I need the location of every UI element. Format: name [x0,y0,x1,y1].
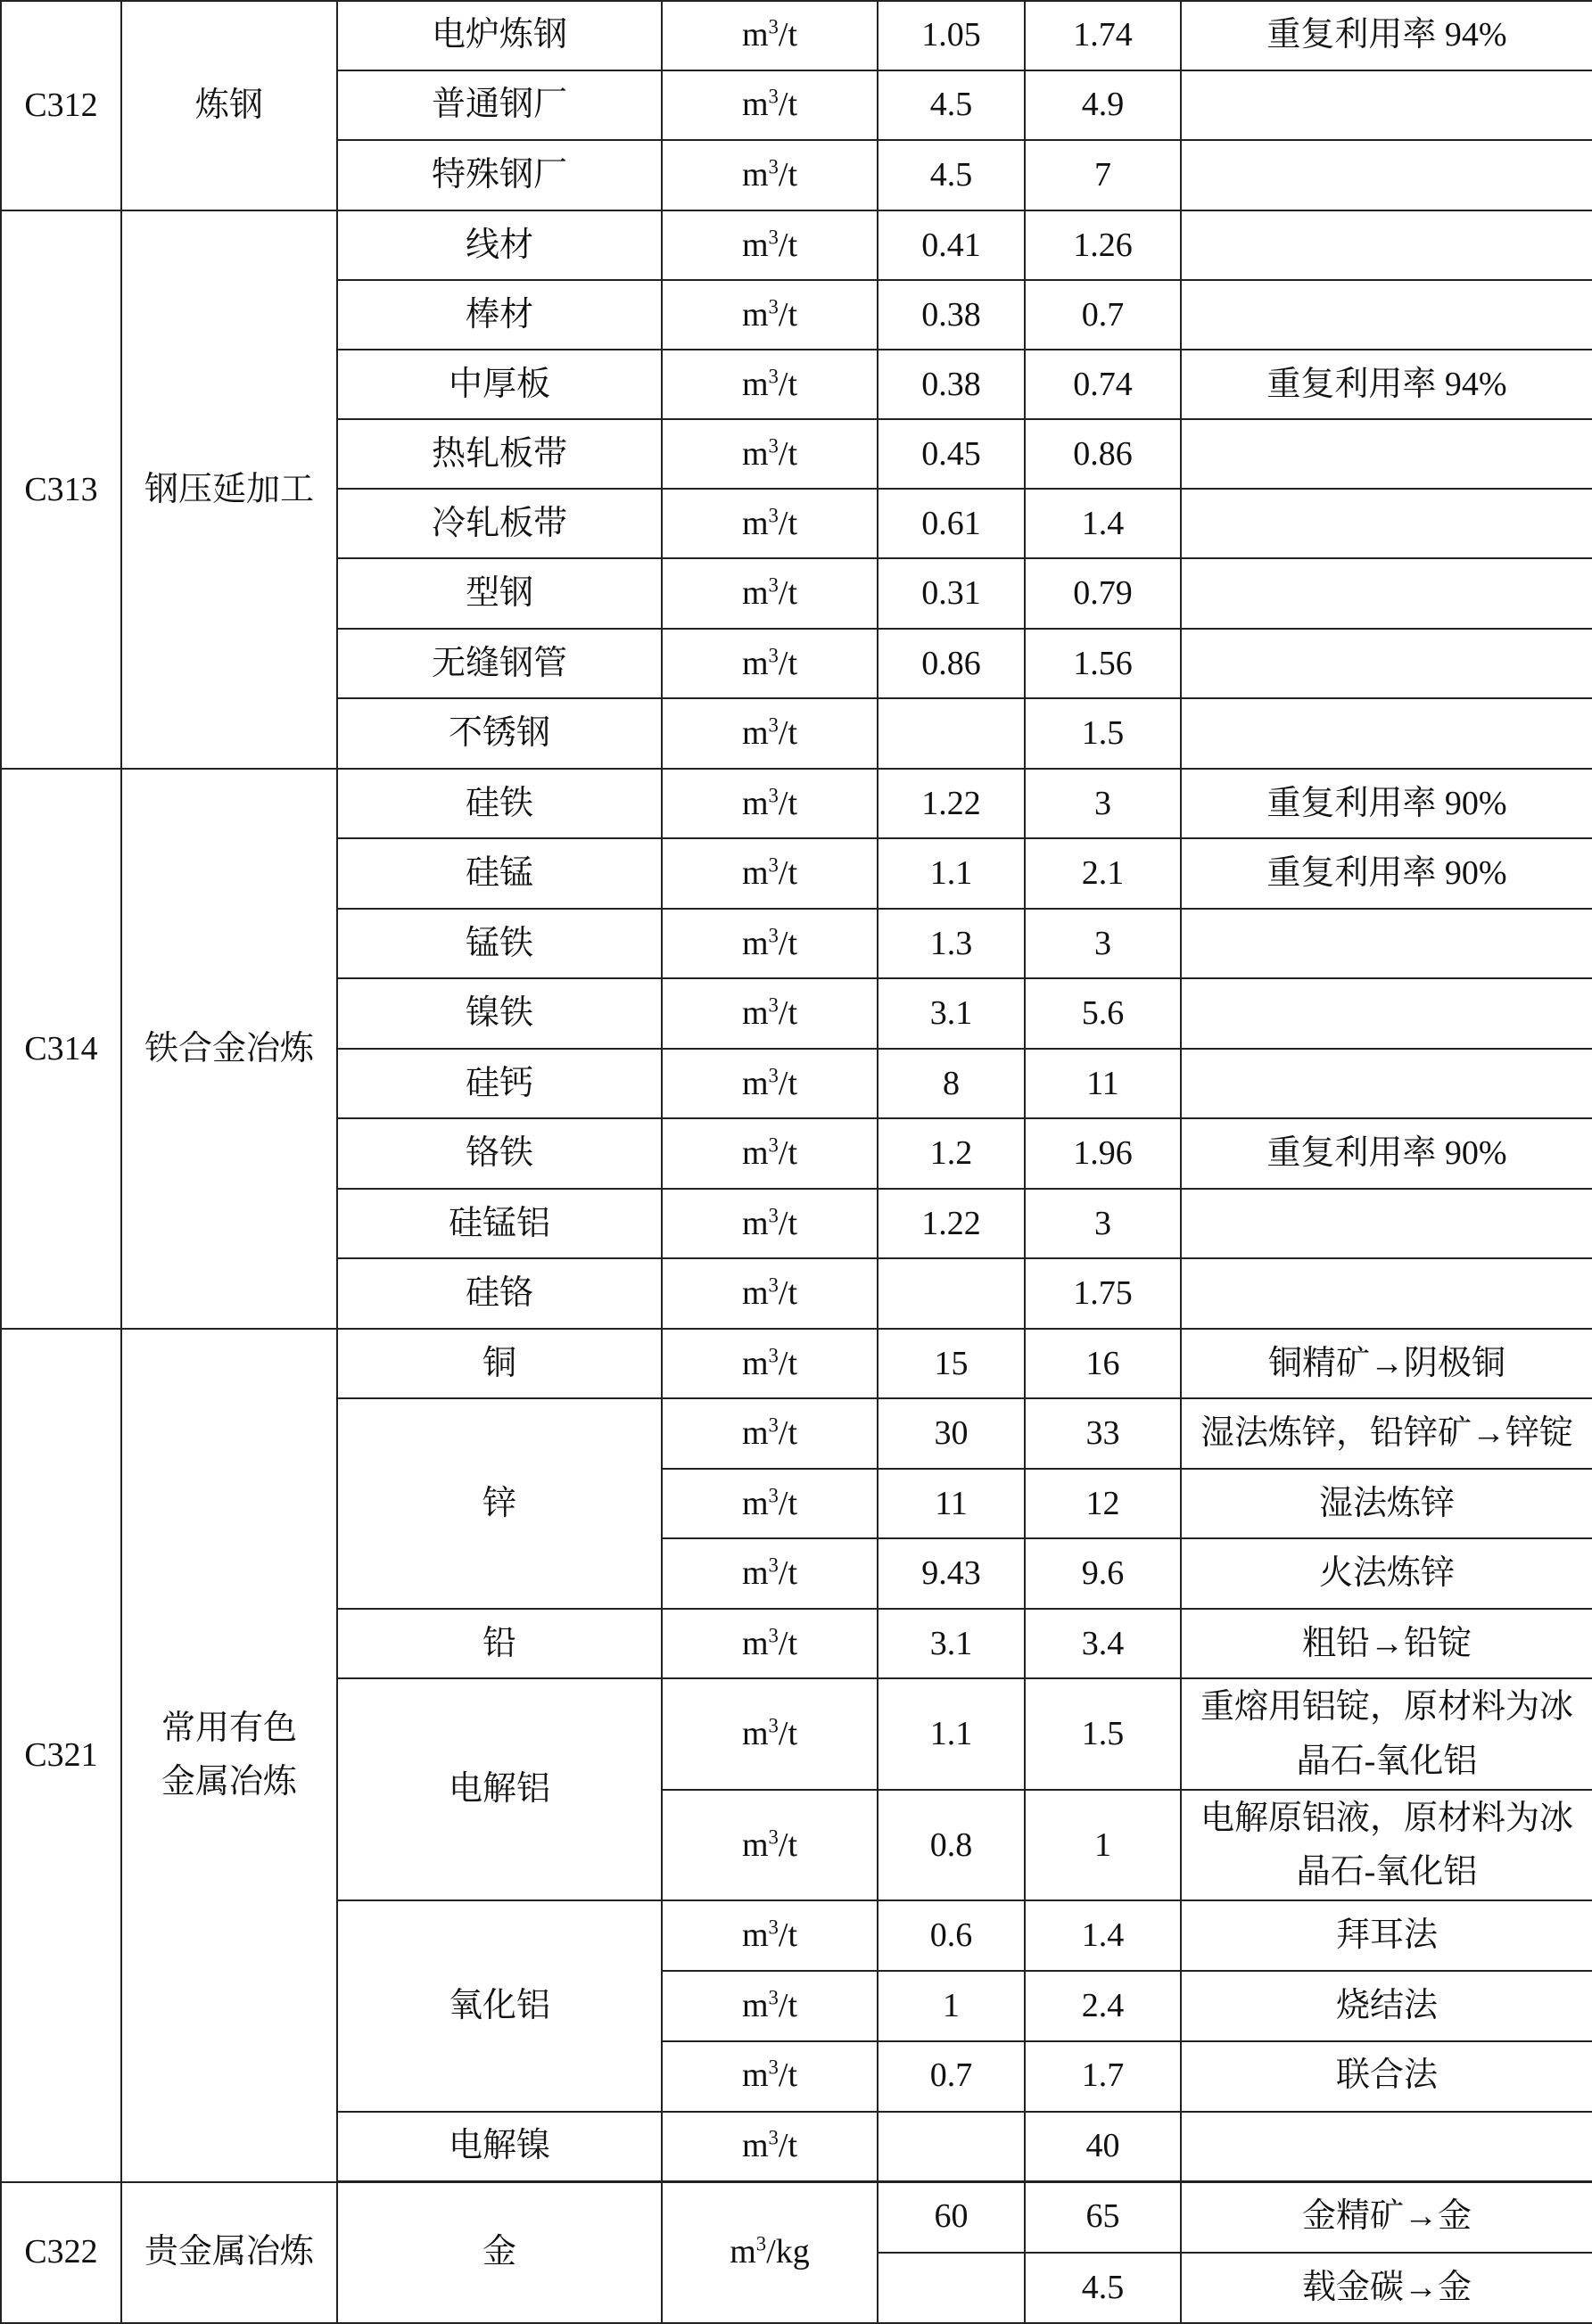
product-cell: 镍铁 [337,978,662,1049]
product-cell: 普通钢厂 [337,70,662,140]
note-cell [1181,1049,1592,1118]
note-cell: 重熔用铝锭，原材料为冰晶石-氧化铝 [1181,1678,1592,1790]
product-cell: 金 [337,2182,662,2323]
product-cell: 特殊钢厂 [337,140,662,210]
note-cell: 拜耳法 [1181,1900,1592,1971]
product-cell: 棒材 [337,280,662,350]
unit-cell: $m^3/t$ [662,1049,878,1118]
general-value-cell: 12 [1025,1469,1181,1538]
advanced-value-cell [878,698,1025,769]
advanced-value-cell: 3.1 [878,978,1025,1049]
product-cell: 铜 [337,1329,662,1398]
industry-name-cell: 钢压延加工 [121,210,337,769]
table-row [1,210,1592,280]
industry-name-cell: 铁合金冶炼 [121,769,337,1329]
note-cell: 联合法 [1181,2041,1592,2112]
product-cell: 线材 [337,210,662,280]
industry-name-cell: 贵金属冶炼 [121,2182,337,2323]
advanced-value-cell: 60 [878,2182,1025,2253]
unit-cell: $m^3/t$ [662,2041,878,2112]
advanced-value-cell [878,2112,1025,2181]
product-cell: 型钢 [337,558,662,629]
advanced-value-cell: 3.1 [878,1609,1025,1678]
unit-cell: $m^3/kg$ [662,2182,878,2323]
product-cell: 电炉炼钢 [337,1,662,70]
unit-cell: $m^3/t$ [662,978,878,1049]
product-cell: 锌 [337,1398,662,1609]
industry-code-cell: C313 [1,210,121,769]
general-value-cell: 1.56 [1025,629,1181,698]
advanced-value-cell: 0.38 [878,280,1025,350]
unit-cell: $m^3/t$ [662,1469,878,1538]
industry-code-cell: C312 [1,1,121,210]
note-cell [1181,210,1592,280]
general-value-cell: 1.5 [1025,1678,1181,1790]
unit-cell: $m^3/t$ [662,1398,878,1469]
product-cell: 中厚板 [337,350,662,419]
advanced-value-cell: 1.2 [878,1118,1025,1189]
product-cell: 冷轧板带 [337,489,662,558]
advanced-value-cell: 15 [878,1329,1025,1398]
general-value-cell: 4.9 [1025,70,1181,140]
unit-cell: $m^3/t$ [662,140,878,210]
general-value-cell: 4.5 [1025,2253,1181,2323]
advanced-value-cell: 0.45 [878,419,1025,489]
note-cell [1181,140,1592,210]
unit-cell: $m^3/t$ [662,419,878,489]
product-cell: 电解铝 [337,1678,662,1900]
advanced-value-cell: 8 [878,1049,1025,1118]
product-cell: 氧化铝 [337,1900,662,2111]
note-cell [1181,2112,1592,2181]
general-value-cell: 0.74 [1025,350,1181,419]
unit-cell: $m^3/t$ [662,1189,878,1258]
unit-cell: $m^3/t$ [662,1118,878,1189]
note-cell [1181,629,1592,698]
product-cell: 硅铬 [337,1258,662,1329]
table-row [1,769,1592,838]
general-value-cell: 1.74 [1025,1,1181,70]
general-value-cell: 1.5 [1025,698,1181,769]
general-value-cell: 1.96 [1025,1118,1181,1189]
general-value-cell: 3 [1025,909,1181,978]
advanced-value-cell: 0.7 [878,2041,1025,2112]
note-cell [1181,1258,1592,1329]
note-cell: 湿法炼锌 [1181,1469,1592,1538]
advanced-value-cell: 1.1 [878,838,1025,909]
unit-cell: $m^3/t$ [662,210,878,280]
unit-cell: $m^3/t$ [662,769,878,838]
advanced-value-cell: 0.31 [878,558,1025,629]
product-cell: 硅铁 [337,769,662,838]
general-value-cell: 3 [1025,769,1181,838]
note-cell: 重复利用率 90% [1181,1118,1592,1189]
product-cell: 硅钙 [337,1049,662,1118]
advanced-value-cell: 1.22 [878,769,1025,838]
general-value-cell: 9.6 [1025,1538,1181,1609]
product-cell: 不锈钢 [337,698,662,769]
advanced-value-cell [878,1258,1025,1329]
note-cell: 重复利用率 90% [1181,769,1592,838]
general-value-cell: 33 [1025,1398,1181,1469]
product-cell: 铅 [337,1609,662,1678]
unit-cell: $m^3/t$ [662,1,878,70]
general-value-cell: 0.86 [1025,419,1181,489]
note-cell [1181,909,1592,978]
product-cell: 锰铁 [337,909,662,978]
unit-cell: $m^3/t$ [662,280,878,350]
unit-cell: $m^3/t$ [662,698,878,769]
note-cell: 金精矿→金 [1181,2182,1592,2253]
advanced-value-cell: 9.43 [878,1538,1025,1609]
unit-cell: $m^3/t$ [662,909,878,978]
general-value-cell: 0.79 [1025,558,1181,629]
note-cell: 重复利用率 94% [1181,1,1592,70]
industry-code-cell: C321 [1,1329,121,2181]
advanced-value-cell: 4.5 [878,70,1025,140]
note-cell: 火法炼锌 [1181,1538,1592,1609]
general-value-cell: 1.4 [1025,1900,1181,1971]
general-value-cell: 3.4 [1025,1609,1181,1678]
industry-name-cell: 常用有色金属冶炼 [121,1329,337,2181]
product-cell: 硅锰 [337,838,662,909]
general-value-cell: 1.26 [1025,210,1181,280]
advanced-value-cell: 0.6 [878,1900,1025,1971]
general-value-cell: 40 [1025,2112,1181,2181]
product-cell: 无缝钢管 [337,629,662,698]
general-value-cell: 1.7 [1025,2041,1181,2112]
table-row [1,1329,1592,1398]
table-row [1,1,1592,70]
unit-cell: $m^3/t$ [662,1678,878,1790]
note-cell: 烧结法 [1181,1971,1592,2040]
note-cell [1181,698,1592,769]
general-value-cell: 65 [1025,2182,1181,2253]
product-cell: 热轧板带 [337,419,662,489]
general-value-cell: 2.1 [1025,838,1181,909]
industry-name-cell: 炼钢 [121,1,337,210]
unit-cell: $m^3/t$ [662,1258,878,1329]
note-cell [1181,280,1592,350]
general-value-cell: 2.4 [1025,1971,1181,2040]
general-value-cell: 1.75 [1025,1258,1181,1329]
unit-cell: $m^3/t$ [662,1971,878,2040]
note-cell [1181,70,1592,140]
advanced-value-cell: 1.22 [878,1189,1025,1258]
general-value-cell: 5.6 [1025,978,1181,1049]
advanced-value-cell: 1 [878,1971,1025,2040]
general-value-cell: 0.7 [1025,280,1181,350]
general-value-cell: 7 [1025,140,1181,210]
advanced-value-cell: 4.5 [878,140,1025,210]
product-cell: 铬铁 [337,1118,662,1189]
advanced-value-cell: 0.41 [878,210,1025,280]
general-value-cell: 3 [1025,1189,1181,1258]
unit-cell: $m^3/t$ [662,1538,878,1609]
advanced-value-cell: 1.3 [878,909,1025,978]
note-cell: 载金碳→金 [1181,2253,1592,2323]
industry-code-cell: C314 [1,769,121,1329]
note-cell: 湿法炼锌，铅锌矿→锌锭 [1181,1398,1592,1469]
note-cell [1181,978,1592,1049]
advanced-value-cell: 1.1 [878,1678,1025,1790]
advanced-value-cell: 30 [878,1398,1025,1469]
advanced-value-cell: 0.86 [878,629,1025,698]
note-cell [1181,1189,1592,1258]
product-cell: 硅锰铝 [337,1189,662,1258]
general-value-cell: 1.4 [1025,489,1181,558]
unit-cell: $m^3/t$ [662,629,878,698]
industry-code-cell: C322 [1,2182,121,2323]
unit-cell: $m^3/t$ [662,489,878,558]
unit-cell: $m^3/t$ [662,1329,878,1398]
note-cell: 粗铅→铅锭 [1181,1609,1592,1678]
note-cell [1181,489,1592,558]
advanced-value-cell [878,2253,1025,2323]
unit-cell: $m^3/t$ [662,1609,878,1678]
unit-cell: $m^3/t$ [662,1790,878,1900]
unit-cell: $m^3/t$ [662,350,878,419]
note-cell [1181,558,1592,629]
unit-cell: $m^3/t$ [662,838,878,909]
note-cell: 铜精矿→阴极铜 [1181,1329,1592,1398]
advanced-value-cell: 0.8 [878,1790,1025,1900]
general-value-cell: 16 [1025,1329,1181,1398]
advanced-value-cell: 11 [878,1469,1025,1538]
general-value-cell: 1 [1025,1790,1181,1900]
unit-cell: $m^3/t$ [662,558,878,629]
table-row [1,2182,1592,2253]
note-cell: 重复利用率 94% [1181,350,1592,419]
product-cell: 电解镍 [337,2112,662,2181]
note-cell [1181,419,1592,489]
note-cell: 电解原铝液，原材料为冰晶石-氧化铝 [1181,1790,1592,1900]
unit-cell: $m^3/t$ [662,2112,878,2181]
advanced-value-cell: 0.61 [878,489,1025,558]
general-value-cell: 11 [1025,1049,1181,1118]
advanced-value-cell: 0.38 [878,350,1025,419]
unit-cell: $m^3/t$ [662,1900,878,1971]
unit-cell: $m^3/t$ [662,70,878,140]
note-cell: 重复利用率 90% [1181,838,1592,909]
advanced-value-cell: 1.05 [878,1,1025,70]
